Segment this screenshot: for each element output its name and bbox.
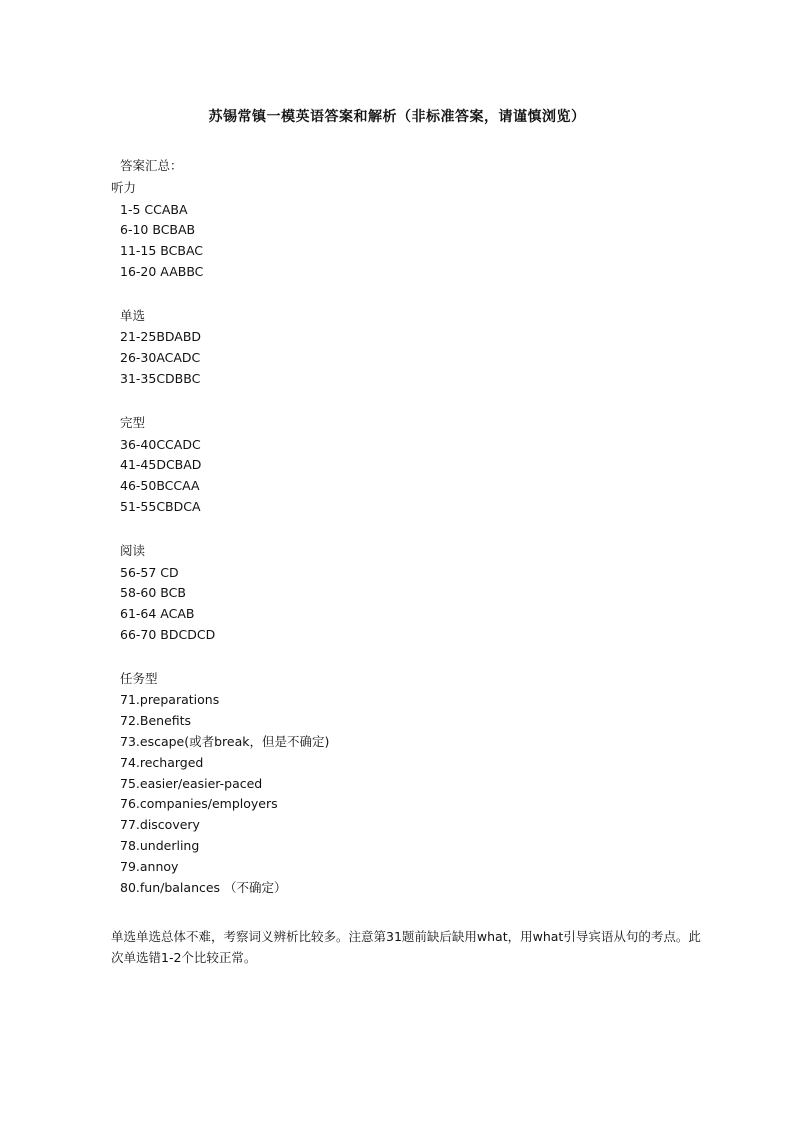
section-heading-cloze: 完型: [120, 415, 146, 430]
answer-line: 71.preparations: [120, 692, 220, 707]
answer-line: 51-55CBDCA: [120, 499, 201, 514]
answer-line: 46-50BCCAA: [120, 478, 200, 493]
answer-line: 66-70 BDCDCD: [120, 627, 216, 642]
answer-line: 11-15 BCBAC: [120, 243, 204, 258]
section-heading-task-based: 任务型: [120, 671, 158, 686]
answer-line: 80.fun/balances （不确定）: [120, 880, 287, 895]
answer-line: 21-25BDABD: [120, 329, 202, 344]
answer-line: 31-35CDBBC: [120, 371, 201, 386]
document-title: 苏锡常镇一模英语答案和解析（非标准答案，请谨慎浏览）: [208, 109, 586, 125]
answer-line: 72.Benefits: [120, 713, 192, 728]
answer-line: 61-64 ACAB: [120, 606, 195, 621]
answer-line: 16-20 AABBC: [120, 264, 204, 279]
answer-line: 1-5 CCABA: [120, 202, 188, 217]
commentary-paragraph: 单选单选总体不难，考察词义辨析比较多。注意第31题前缺后缺用what，用what引导宾语从句的考点。此次单选错1-2个比较正常。: [111, 929, 701, 965]
answer-line: 73.escape(或者break，但是不确定): [120, 734, 330, 749]
answer-line: 76.companies/employers: [120, 796, 278, 811]
answer-line: 79.annoy: [120, 859, 179, 874]
answer-line: 26-30ACADC: [120, 350, 201, 365]
answer-line: 74.recharged: [120, 755, 204, 770]
answer-line: 75.easier/easier-paced: [120, 776, 263, 791]
answer-line: 77.discovery: [120, 817, 200, 832]
answer-line: 56-57 CD: [120, 565, 179, 580]
summary-label: 答案汇总：: [120, 158, 183, 173]
answer-line: 78.underling: [120, 838, 200, 853]
answer-line: 41-45DCBAD: [120, 457, 202, 472]
answer-line: 58-60 BCB: [120, 585, 186, 600]
answer-line: 6-10 BCBAB: [120, 222, 196, 237]
section-heading-reading: 阅读: [120, 543, 146, 558]
section-heading-listening: 听力: [111, 180, 137, 195]
section-heading-single-choice: 单选: [120, 308, 146, 323]
answer-line: 36-40CCADC: [120, 437, 201, 452]
